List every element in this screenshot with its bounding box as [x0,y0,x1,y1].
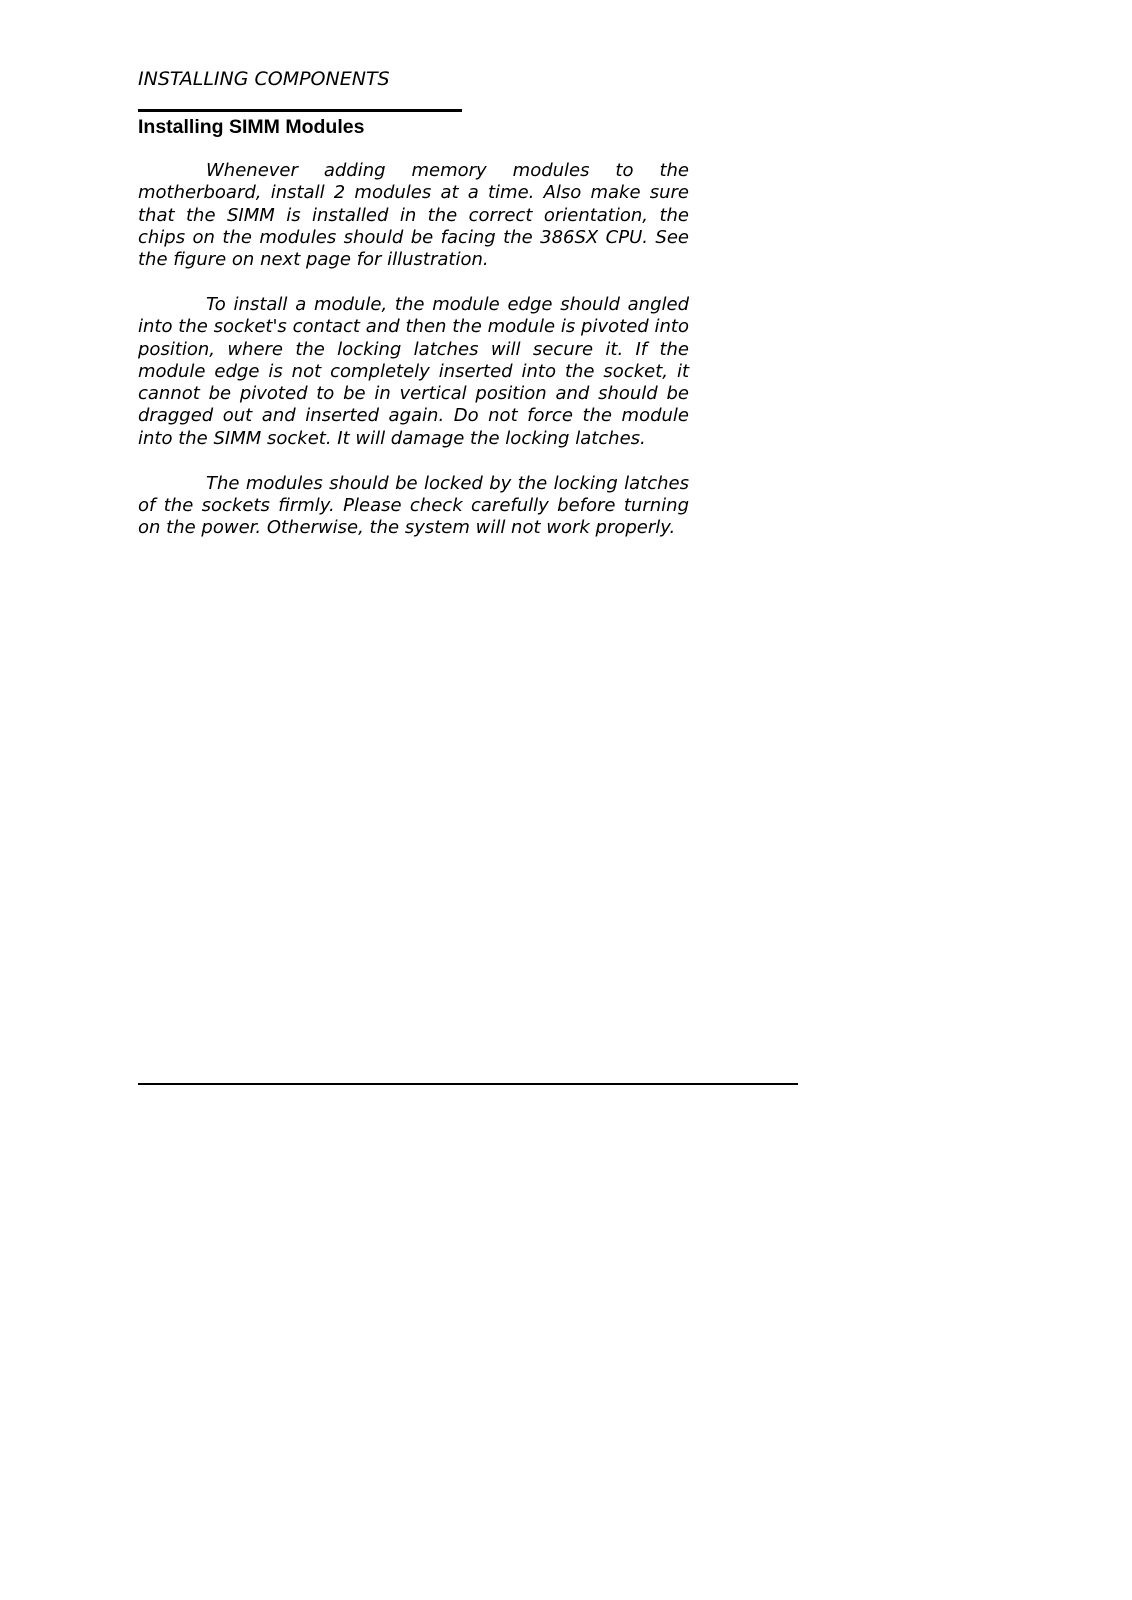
body-text [138,160,689,562]
paragraph-simm-orientation: Whenever adding memory modules to the motherboard, install 2 modules at a time. Also make sure that the SIMM is installed in the correct orientation, the chips on the modules should be facing the 386SX CPU. See the figure on next page for illustration. [138,160,689,271]
footer-divider [138,1083,798,1085]
running-header: INSTALLING COMPONENTS [138,68,390,90]
section-title: Installing SIMM Modules [138,116,365,138]
header-divider [138,109,462,112]
paragraph-locking-check: The modules should be locked by the locking latches of the sockets firmly. Please check carefully before turning on the power. Otherwise, the system will not work properly. [138,472,689,539]
paragraph-install-procedure: To install a module, the module edge should angled into the socket's contact and then the module is pivoted into position, where the locking latches will secure it. If the module edge is not completely inserted into the socket, it cannot be pivoted to be in vertical position and should be dragged out and inserted again. Do not force the module into the SIMM socket. It will damage the locking latches. [138,293,689,449]
